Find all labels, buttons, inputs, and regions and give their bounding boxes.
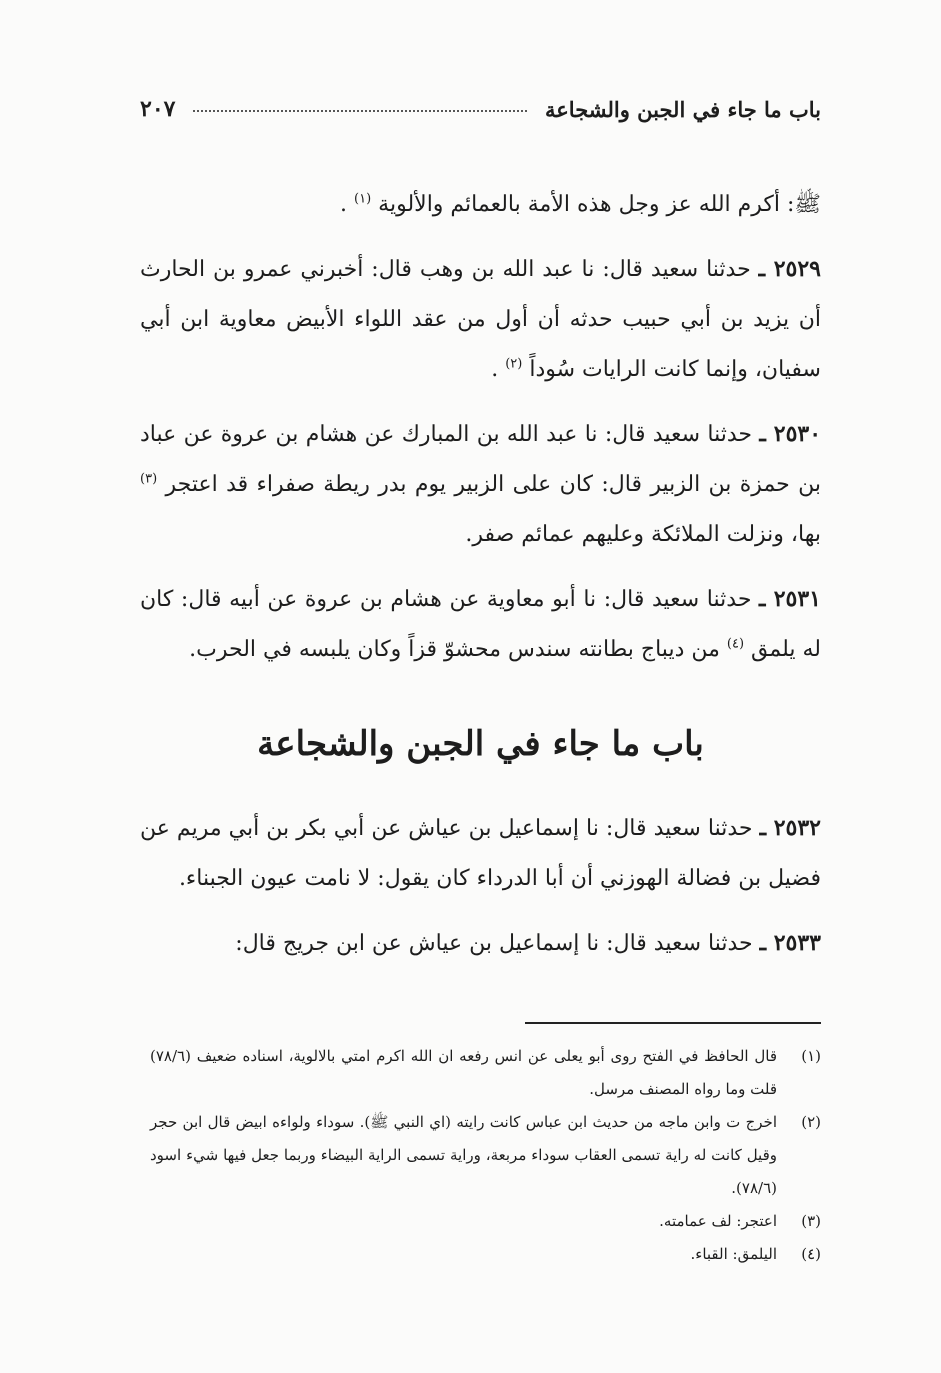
footnote-marker: (٢) [505,356,523,372]
hadith-number: ٢٥٣٠ ـ [759,421,822,447]
main-text [140,180,821,979]
paragraph-text: حدثنا سعيد قال: نا إسماعيل بن عياش عن أبي بكر بن أبي مريم عن فضيل بن فضالة الهوزني أن أبا الدرداء كان يقول: لا نامت عيون الجبناء. [140,816,821,891]
footnote-1 [150,1040,821,1106]
paragraph-text: حدثنا سعيد قال: نا عبد الله بن وهب قال: أخبرني عمرو بن الحارث أن يزيد بن أبي حبيب حدثه أن أول من عقد اللواء الأبيض معاوية ابن أبي سفيان، وإنما كانت الرايات سُوداً [140,257,821,382]
hadith-number: ٢٥٣٢ ـ [759,815,821,841]
footnote-text: اليلمق: القباء. [690,1245,777,1263]
footnote-4 [150,1238,821,1271]
hadith-number: ٢٥٣١ ـ [759,586,821,612]
footnote-3 [150,1205,821,1238]
footnote-text: قال الحافظ في الفتح روى أبو يعلى عن انس رفعه ان الله اكرم امتي بالالوية، اسناده ضعيف (٧٨/٦) قلت وما رواه المصنف مرسل. [150,1047,777,1098]
paragraph-end: . [491,357,499,382]
paragraph-text: ﷺ: أكرم الله عز وجل هذه الأمة بالعمائم والألوية [378,192,821,217]
footnote-marker: (٣) [140,471,158,487]
paragraph-continued [140,180,821,230]
paragraph-text: حدثنا سعيد قال: نا عبد الله بن المبارك عن هشام بن عروة عن عباد بن حمزة بن الزبير قال: كان على الزبير يوم بدر ريطة صفراء قد اعتجر [140,422,821,497]
paragraph-end: . [340,192,348,217]
footnote-text: اخرج ت وابن ماجه من حديث ابن عباس كانت رايته (اي النبي ﷺ). سوداء ولواءه ابيض قال ابن حجر وقيل كانت له راية تسمى العقاب سوداء مربعة، وراية تسمى الراية البيضاء وربما جعل فيها شيء اسود (٧٨/٦). [150,1113,777,1197]
hadith-number: ٢٥٢٩ ـ [758,256,821,282]
paragraph-end: من ديباج بطانته سندس محشوّ قزاً وكان يلبسه في الحرب. [189,637,720,662]
hadith-2532 [140,803,821,904]
hadith-2533 [140,918,821,969]
hadith-2531 [140,574,821,675]
hadith-2529 [140,244,821,395]
chapter-title: باب ما جاء في الجبن والشجاعة [257,724,704,764]
footnote-number: (٢) [801,1113,821,1131]
header-leader-dots [193,110,527,112]
footnote-number: (١) [801,1047,821,1065]
hadith-2530 [140,409,821,560]
footnote-number: (٤) [801,1245,821,1263]
paragraph-end: بها، ونزلت الملائكة وعليهم عمائم صفر. [465,522,821,547]
running-header [140,92,821,126]
page-number: ٢٠٧ [140,96,176,122]
paragraph-text: حدثنا سعيد قال: نا إسماعيل بن عياش عن ابن جريج قال: [235,931,753,956]
footnotes [150,1040,821,1271]
footnote-separator [525,1022,821,1024]
footnote-text: اعتجر: لف عمامته. [659,1212,777,1230]
paragraph-text: حدثنا سعيد قال: نا أبو معاوية عن هشام بن عروة عن أبيه قال: كان له يلمق [140,587,821,662]
hadith-number: ٢٥٣٣ ـ [759,930,821,956]
footnote-number: (٣) [801,1212,821,1230]
footnote-marker: (٤) [726,636,745,652]
footnote-marker: (١) [354,191,372,207]
footnote-2 [150,1106,821,1205]
running-header-title: باب ما جاء في الجبن والشجاعة [545,96,821,122]
